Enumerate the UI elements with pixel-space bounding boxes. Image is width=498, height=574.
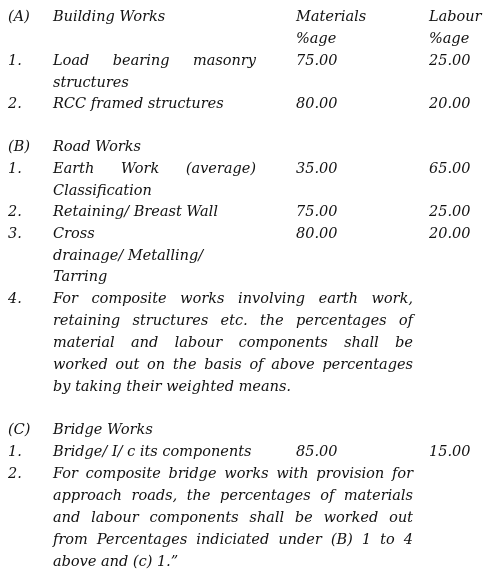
section-b-label: (B) — [8, 139, 30, 155]
section-c-note: For composite bridge works with provision for approach roads, the percentages of materials and labour components shall be worked out from Percentages indiciated under (B) 1 to 4 above and (c) 1.” — [53, 466, 413, 570]
section-c-row1-materials: 85.00 — [296, 444, 338, 460]
section-b-row2-num: 2. — [8, 204, 22, 220]
section-b-row1-desc-line1: Earth Work (average) — [53, 161, 256, 177]
materials-header-line2: %age — [296, 31, 337, 47]
section-b-row3-desc-line2: drainage/ Metalling/ — [53, 248, 204, 264]
section-a-row2-num: 2. — [8, 96, 22, 112]
section-c-note-num: 2. — [8, 466, 22, 482]
section-b-title: Road Works — [53, 139, 141, 155]
section-b-row3-desc-line3: Tarring — [53, 269, 108, 285]
section-a-row2-labour: 20.00 — [429, 96, 471, 112]
section-a-row1-materials: 75.00 — [296, 53, 338, 69]
labour-header-line2: %age — [429, 31, 470, 47]
section-b-row2-materials: 75.00 — [296, 204, 338, 220]
section-b-row2-labour: 25.00 — [429, 204, 471, 220]
section-b-row3-desc-line1: Cross — [53, 226, 95, 242]
section-c-row1-desc: Bridge/ I/ c its components — [53, 444, 252, 460]
section-c-row1-num: 1. — [8, 444, 22, 460]
section-c-title: Bridge Works — [53, 422, 153, 438]
section-c-row1-labour: 15.00 — [429, 444, 471, 460]
section-c-label: (C) — [8, 422, 31, 438]
section-a-row2-materials: 80.00 — [296, 96, 338, 112]
labour-header-line1: Labour — [429, 9, 482, 25]
section-a-title: Building Works — [53, 9, 166, 25]
materials-header-line1: Materials — [296, 9, 367, 25]
section-b-note: For composite works involving earth work, retaining structures etc. the percentages of material and labour components shall be worked out on the basis of above percentages by taking their weighted means. — [53, 291, 413, 395]
section-b-row1-materials: 35.00 — [296, 161, 338, 177]
section-b-note-num: 4. — [8, 291, 22, 307]
section-a-row1-labour: 25.00 — [429, 53, 471, 69]
section-a-row1-num: 1. — [8, 53, 22, 69]
section-a-label: (A) — [8, 9, 30, 25]
section-a-row1-desc-line1: Load bearing masonry — [53, 53, 256, 69]
section-b-row2-desc: Retaining/ Breast Wall — [53, 204, 218, 220]
section-b-row1-num: 1. — [8, 161, 22, 177]
section-b-row3-labour: 20.00 — [429, 226, 471, 242]
section-b-row3-materials: 80.00 — [296, 226, 338, 242]
section-b-row1-labour: 65.00 — [429, 161, 471, 177]
section-b-row1-desc-line2: Classification — [53, 183, 152, 199]
section-a-row1-desc-line2: structures — [53, 75, 129, 91]
section-b-row3-num: 3. — [8, 226, 22, 242]
section-a-row2-desc: RCC framed structures — [53, 96, 224, 112]
